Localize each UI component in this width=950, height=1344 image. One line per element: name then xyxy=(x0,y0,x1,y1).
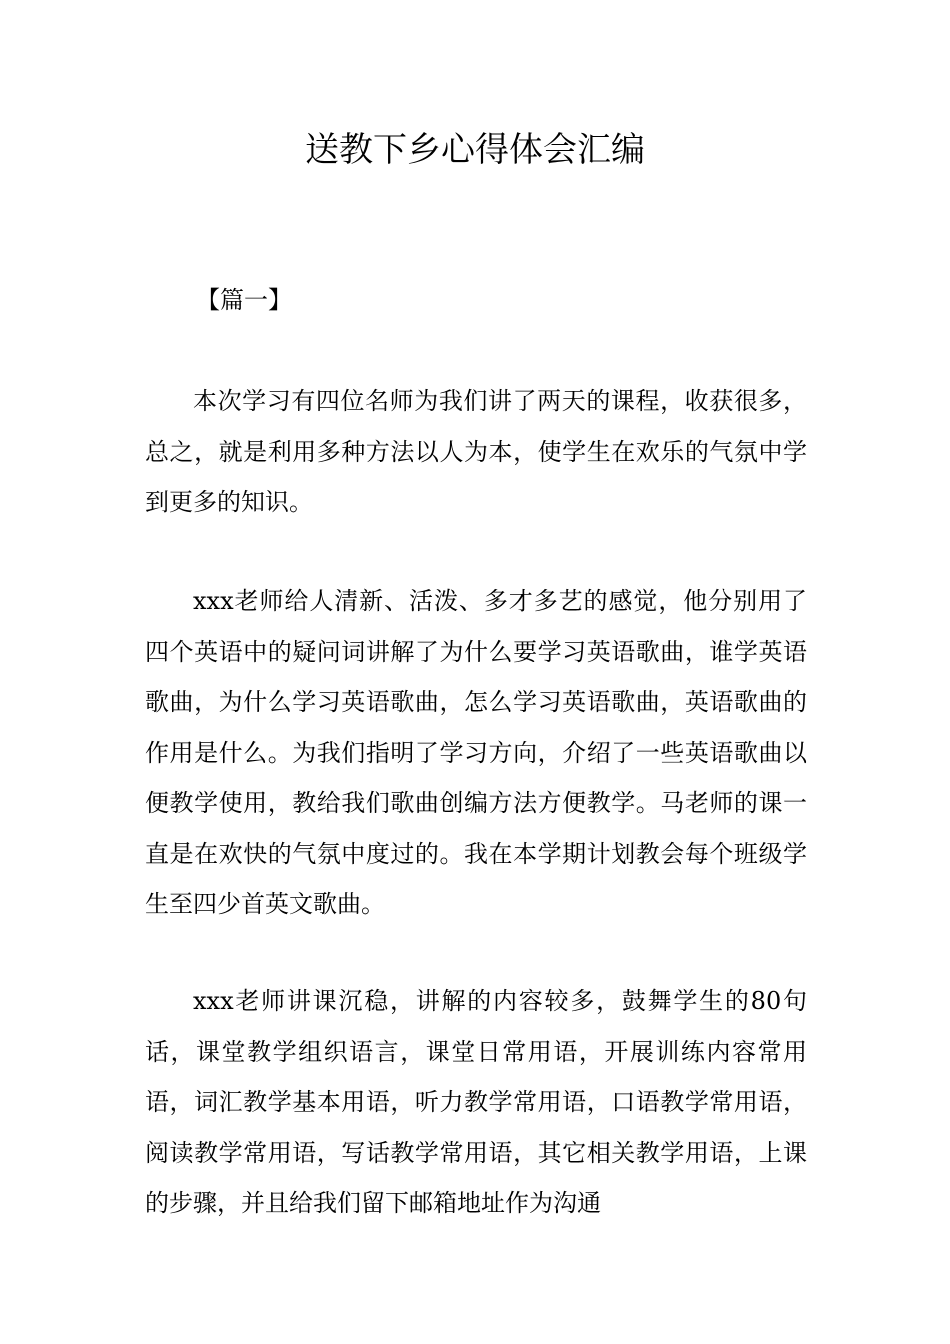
paragraph-2: xxx老师给人清新、活泼、多才多艺的感觉，他分别用了四个英语中的疑问词讲解了为什么要学习英语歌曲，谁学英语歌曲，为什么学习英语歌曲，怎么学习英语歌曲，英语歌曲的作用是什么。为我们指明了学习方向，介绍了一些英语歌曲以便教学使用，教给我们歌曲创编方法方便教学。马老师的课一直是在欢快的气氛中度过的。我在本学期计划教会每个班级学生至四少首英文歌曲。 xyxy=(145,587,807,918)
paragraph-3: xxx老师讲课沉稳，讲解的内容较多，鼓舞学生的80句话，课堂教学组织语言，课堂日常用语，开展训练内容常用语，词汇教学基本用语，听力教学常用语，口语教学常用语，阅读教学常用语，写话教学常用语，其它相关教学用语，上课的步骤，并且给我们留下邮箱地址作为沟通 xyxy=(145,987,807,1217)
section-label: 【篇一】 xyxy=(196,286,292,314)
document-title: 送教下乡心得体会汇编 xyxy=(305,130,645,170)
paragraph-1: 本次学习有四位名师为我们讲了两天的课程，收获很多，总之，就是利用多种方法以人为本，使学生在欢乐的气氛中学到更多的知识。 xyxy=(145,387,807,516)
